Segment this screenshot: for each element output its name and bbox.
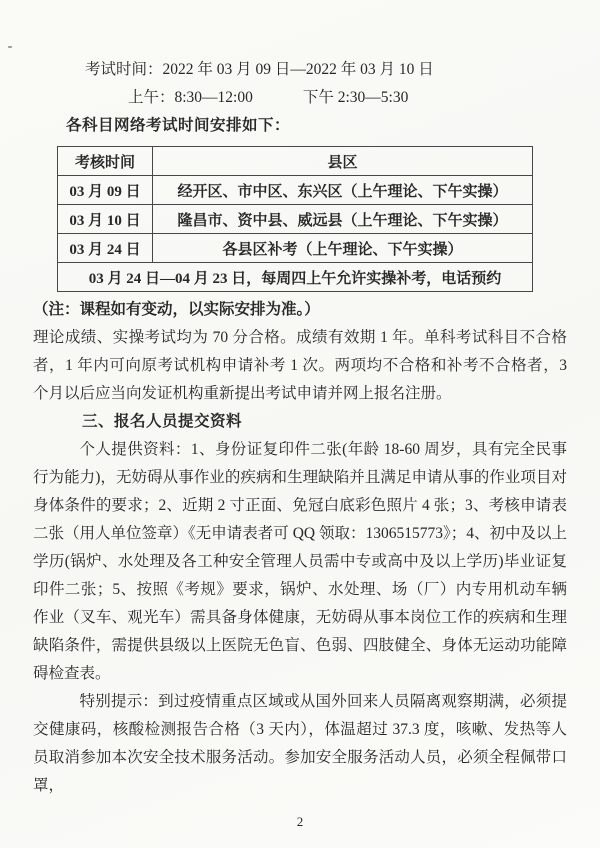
table-cell-area: 经开区、市中区、东兴区（上午理论、下午实操） xyxy=(153,176,533,205)
section3-title: 三、报名人员提交资料 xyxy=(82,413,243,430)
exam-schedule-table xyxy=(57,146,533,292)
document-content xyxy=(33,56,567,830)
table-header-area: 县区 xyxy=(153,147,533,176)
session-times-line xyxy=(128,84,567,112)
table-footer-cell: 03 月 24 日—04 月 23 日，每周四上午允许实操补考，电话预约 xyxy=(58,263,533,292)
special-notice-paragraph: 特别提示：到过疫情重点区域或从国外回来人员隔离观察期满，必须提交健康码，核酸检测报告合格（3 天内），体温超过 37.3 度，咳嗽、发热等人员取消参加本次安全技术服务活动。参加安全服务活动人员，必须全程佩带口罩， xyxy=(33,693,567,794)
session-afternoon: 下午 2:30—5:30 xyxy=(302,89,409,106)
session-morning: 上午：8:30—12:00 xyxy=(128,89,253,106)
page-number: 2 xyxy=(296,814,304,829)
table-header-date: 考核时间 xyxy=(58,147,153,176)
schedule-intro-heading: 各科目网络考试时间安排如下： xyxy=(66,117,291,134)
scan-artifact-speck xyxy=(8,46,12,48)
exam-time-line: 考试时间：2022 年 03 月 09 日—2022 年 03 月 10 日 xyxy=(85,61,434,78)
table-header-row xyxy=(58,147,533,176)
note-line: （注：课程如有变动，以实际安排为准。） xyxy=(33,301,320,318)
table-cell-date: 03 月 24 日 xyxy=(58,234,153,263)
table-row xyxy=(58,205,533,234)
materials-paragraph: 个人提供资料：1、身份证复印件二张(年龄 18-60 周岁，具有完全民事行为能力)，无妨碍从事作业的疾病和生理缺陷并且满足申请从事的作业项目对身体条件的要求；2、近期 2 寸正面、免冠白底彩色照片 4 张；3、考核申请表二张（用人单位签章）《无申请表者可 QQ 领取：1306515773》；4、初中及以上学历(锅炉、水处理及各工种安全管理人员需中专或高中及以上学历)毕业证复印件二张；5、按照《考规》要求，锅炉、水处理、场（厂）内专用机动车辆作业（叉车、观光车）需具备身体健康，无妨碍从事本岗位工作的疾病和生理缺陷条件，需提供县级以上医院无色盲、色弱、四肢健全、身体无运动功能障碍检查表。 xyxy=(33,441,567,682)
table-cell-area: 隆昌市、资中县、威远县（上午理论、下午实操） xyxy=(153,205,533,234)
table-cell-area: 各县区补考（上午理论、下午实操） xyxy=(153,234,533,263)
table-cell-date: 03 月 10 日 xyxy=(58,205,153,234)
table-cell-date: 03 月 09 日 xyxy=(58,176,153,205)
table-row xyxy=(58,176,533,205)
table-row xyxy=(58,234,533,263)
scores-paragraph: 理论成绩、实操考试均为 70 分合格。成绩有效期 1 年。单科考试科目不合格者，1 年内可向原考试机构申请补考 1 次。两项均不合格和补考不合格者，3 个月以后应当向发证机构重新提出考试申请并网上报名注册。 xyxy=(33,329,567,402)
table-footer-row xyxy=(58,263,533,292)
